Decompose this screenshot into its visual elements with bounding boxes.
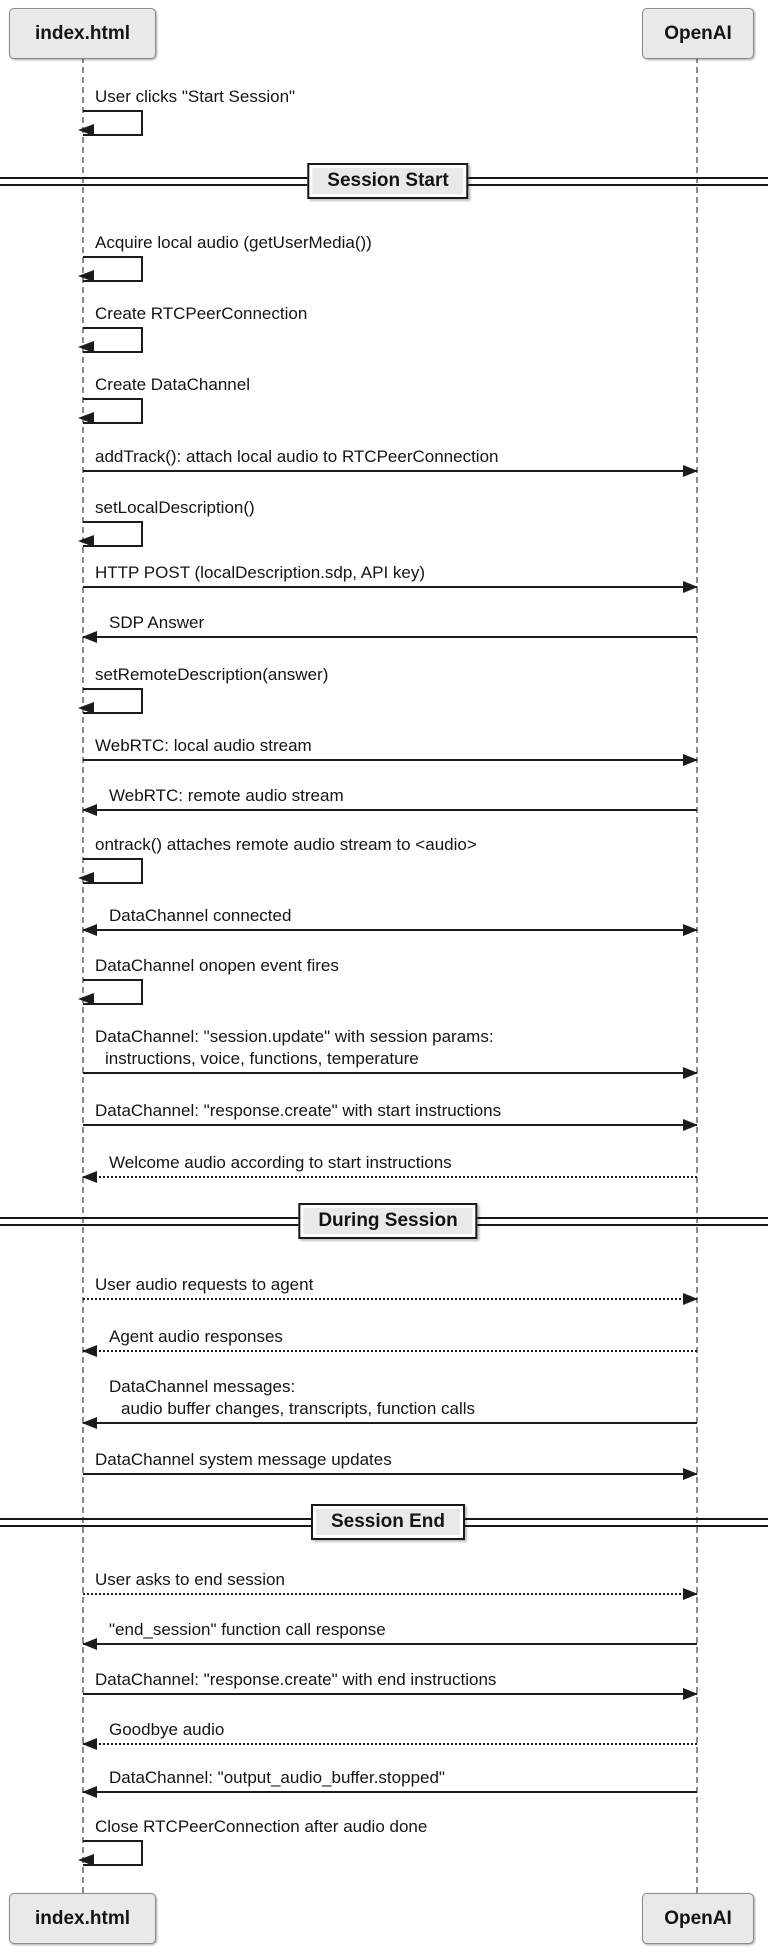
sequence-message (83, 497, 697, 547)
message-label: DataChannel system message updates (95, 1450, 392, 1469)
sequence-message (83, 1026, 697, 1074)
message-label: HTTP POST (localDescription.sdp, API key) (95, 563, 426, 582)
message-label: Close RTCPeerConnection after audio done (95, 1817, 428, 1836)
message-arrow (83, 759, 697, 761)
sequence-message (83, 785, 697, 811)
message-arrow (83, 1072, 697, 1074)
divider-label (298, 1203, 477, 1239)
sequence-message (83, 1816, 697, 1866)
message-arrow (83, 1350, 697, 1352)
sequence-message (83, 905, 697, 931)
self-message-arrow (83, 398, 143, 424)
message-label: DataChannel connected (109, 906, 292, 925)
message-arrow (83, 1643, 697, 1645)
divider-title: Session Start (327, 170, 449, 191)
sequence-message (83, 1669, 697, 1695)
message-label: setLocalDescription() (95, 498, 255, 517)
sequence-message (83, 86, 697, 136)
actor-label: OpenAI (664, 22, 732, 44)
message-arrow (83, 1473, 697, 1475)
message-arrow (83, 586, 697, 588)
message-arrow (83, 1298, 697, 1300)
sequence-message (83, 446, 697, 472)
actor-box-openai-bottom (642, 1893, 754, 1944)
message-label: Create RTCPeerConnection (95, 304, 308, 323)
sequence-message (83, 1274, 697, 1300)
sequence-message (83, 1569, 697, 1595)
sequence-message (83, 834, 697, 884)
sequence-message (83, 1326, 697, 1352)
divider-title: Session End (330, 1511, 446, 1532)
message-arrow (83, 1176, 697, 1178)
message-label: User asks to end session (95, 1570, 285, 1589)
divider-label (307, 163, 468, 199)
message-label: setRemoteDescription(answer) (95, 665, 329, 684)
message-label: User clicks "Start Session" (95, 87, 296, 106)
actor-label: index.html (34, 1907, 130, 1929)
message-label: User audio requests to agent (95, 1275, 314, 1294)
sequence-message (83, 612, 697, 638)
self-message-arrow (83, 1840, 143, 1866)
message-label: Welcome audio according to start instructions (109, 1153, 452, 1172)
actor-box-index-html-top (9, 8, 156, 59)
self-message-arrow (83, 688, 143, 714)
sequence-message (83, 955, 697, 1005)
message-arrow (83, 1124, 697, 1126)
actor-label: OpenAI (664, 1907, 732, 1929)
message-arrow (83, 636, 697, 638)
actor-label: index.html (34, 22, 130, 44)
message-arrow (83, 929, 697, 931)
sequence-message (83, 232, 697, 282)
sequence-message (83, 1767, 697, 1793)
sequence-message (83, 664, 697, 714)
message-label: Goodbye audio (109, 1720, 225, 1739)
message-label: DataChannel messages: (109, 1377, 296, 1396)
self-message-arrow (83, 327, 143, 353)
self-message-arrow (83, 858, 143, 884)
message-label: Agent audio responses (109, 1327, 283, 1346)
sequence-message (83, 303, 697, 353)
actor-box-index-html-bottom (9, 1893, 156, 1944)
message-label: DataChannel: "session.update" with session params: (95, 1027, 494, 1046)
message-arrow (83, 1743, 697, 1745)
sequence-message (83, 374, 697, 424)
sequence-message (83, 1449, 697, 1475)
message-label: "end_session" function call response (109, 1620, 386, 1639)
message-arrow (83, 1791, 697, 1793)
message-arrow (83, 470, 697, 472)
message-label: Acquire local audio (getUserMedia()) (95, 233, 372, 252)
message-arrow (83, 809, 697, 811)
sequence-message (83, 1619, 697, 1645)
sequence-message (83, 1376, 697, 1424)
self-message-arrow (83, 979, 143, 1005)
self-message-arrow (83, 110, 143, 136)
sequence-message (83, 735, 697, 761)
self-message-arrow (83, 256, 143, 282)
message-label: DataChannel: "response.create" with start instructions (95, 1101, 502, 1120)
message-arrow (83, 1422, 697, 1424)
divider-title: During Session (318, 1210, 458, 1231)
message-arrow (83, 1693, 697, 1695)
message-label: WebRTC: remote audio stream (109, 786, 344, 805)
message-label: Create DataChannel (95, 375, 250, 394)
sequence-message (83, 1100, 697, 1126)
message-label: instructions, voice, functions, temperature (105, 1049, 419, 1068)
sequence-message (83, 562, 697, 588)
message-label: DataChannel: "response.create" with end instructions (95, 1670, 497, 1689)
sequence-message (83, 1152, 697, 1178)
message-label: WebRTC: local audio stream (95, 736, 312, 755)
self-message-arrow (83, 521, 143, 547)
message-label: DataChannel: "output_audio_buffer.stopped" (109, 1768, 445, 1787)
message-arrow (83, 1593, 697, 1595)
message-label: DataChannel onopen event fires (95, 956, 339, 975)
sequence-message (83, 1719, 697, 1745)
message-label: audio buffer changes, transcripts, function calls (121, 1399, 476, 1418)
message-label: ontrack() attaches remote audio stream to <audio> (95, 835, 477, 854)
actor-box-openai-top (642, 8, 754, 59)
divider-label (311, 1504, 465, 1540)
message-label: addTrack(): attach local audio to RTCPeerConnection (95, 447, 499, 466)
message-label: SDP Answer (109, 613, 205, 632)
